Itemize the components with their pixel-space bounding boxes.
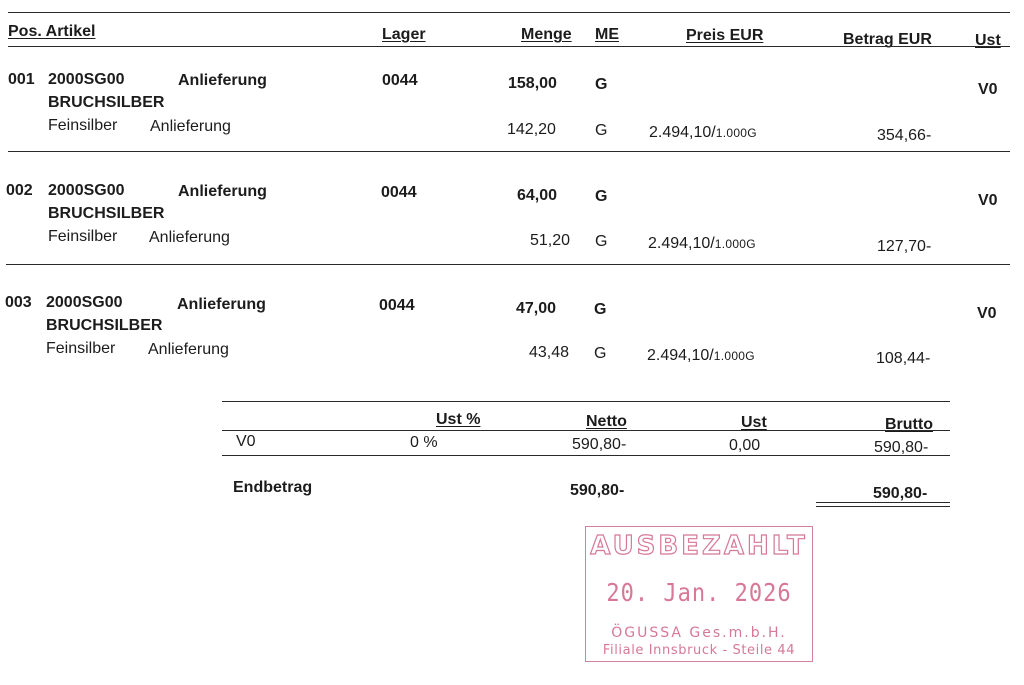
tax-row-rule	[222, 455, 950, 456]
stamp-company: ÖGUSSA Ges.m.b.H.	[611, 625, 787, 641]
betrag-value: 127,70-	[877, 238, 932, 255]
tax-row-code: V0	[236, 433, 256, 450]
sub-menge: 142,20	[507, 121, 556, 138]
sub-me: G	[595, 233, 608, 250]
header-betrag: Betrag EUR	[843, 31, 932, 48]
tax-row-pct: 0 %	[410, 434, 438, 451]
menge-value: 47,00	[516, 300, 557, 317]
position-rule	[6, 264, 1010, 265]
ust-code: V0	[977, 305, 997, 322]
lager-value: 0044	[381, 184, 417, 201]
endbetrag-label: Endbetrag	[233, 479, 313, 496]
sub-label-anlieferung: Anlieferung	[148, 341, 229, 358]
sub-label-anlieferung: Anlieferung	[149, 229, 230, 246]
ust-code: V0	[978, 81, 998, 98]
article-name-line2: BRUCHSILBER	[48, 94, 165, 111]
endbetrag-double-rule-2	[816, 506, 950, 507]
betrag-value: 354,66-	[877, 127, 932, 144]
sub-menge: 51,20	[530, 232, 571, 249]
stamp-date: 20. Jan. 2026	[606, 579, 792, 608]
header-menge: Menge	[521, 26, 572, 43]
article-code: 2000SG00	[48, 71, 125, 88]
endbetrag-double-rule-1	[816, 502, 950, 503]
sub-label-anlieferung: Anlieferung	[150, 118, 231, 135]
menge-value: 64,00	[517, 187, 558, 204]
sub-label-feinsilber: Feinsilber	[46, 340, 116, 357]
tax-row-ust: 0,00	[729, 437, 761, 454]
sub-menge: 43,48	[529, 344, 570, 361]
me-value: G	[595, 188, 608, 205]
position-rule	[8, 151, 1010, 152]
header-me: ME	[595, 26, 619, 43]
ust-code: V0	[978, 192, 998, 209]
tax-row-brutto: 590,80-	[874, 439, 929, 456]
header-rule	[8, 46, 1010, 47]
sub-me: G	[595, 122, 608, 139]
me-value: G	[595, 76, 608, 93]
article-name-line2: BRUCHSILBER	[46, 317, 163, 334]
article-code: 2000SG00	[48, 182, 125, 199]
tax-table-top-rule	[222, 401, 950, 402]
article-name: Anlieferung	[177, 296, 266, 313]
preis-value: 2.494,10/1.000G	[648, 235, 756, 252]
header-lager: Lager	[382, 26, 426, 43]
tax-header-brutto: Brutto	[885, 416, 933, 433]
tax-header-ust-pct: Ust %	[436, 411, 481, 428]
pos-number: 003	[5, 294, 32, 311]
payment-stamp	[585, 526, 813, 662]
header-preis: Preis EUR	[686, 27, 764, 44]
article-name: Anlieferung	[178, 183, 267, 200]
sub-label-feinsilber: Feinsilber	[48, 117, 118, 134]
betrag-value: 108,44-	[876, 350, 931, 367]
article-code: 2000SG00	[46, 294, 123, 311]
top-rule	[8, 12, 1010, 13]
menge-value: 158,00	[508, 75, 557, 92]
stamp-branch: Filiale Innsbruck - Steile 44	[602, 643, 796, 658]
stamp-paid-text: AUSBEZAHLT	[590, 531, 808, 561]
tax-header-netto: Netto	[586, 413, 627, 430]
endbetrag-netto: 590,80-	[570, 482, 625, 499]
lager-value: 0044	[379, 297, 415, 314]
preis-value: 2.494,10/1.000G	[647, 347, 755, 364]
pos-number: 002	[6, 182, 33, 199]
me-value: G	[594, 301, 607, 318]
lager-value: 0044	[382, 72, 418, 89]
header-ust: Ust	[975, 32, 1001, 49]
tax-header-rule	[222, 430, 950, 431]
header-pos-artikel: Pos. Artikel	[8, 23, 96, 40]
article-name: Anlieferung	[178, 72, 267, 89]
tax-row-netto: 590,80-	[572, 436, 627, 453]
preis-value: 2.494,10/1.000G	[649, 124, 757, 141]
endbetrag-brutto: 590,80-	[873, 485, 928, 502]
pos-number: 001	[8, 71, 35, 88]
sub-me: G	[594, 345, 607, 362]
sub-label-feinsilber: Feinsilber	[48, 228, 118, 245]
tax-header-ust: Ust	[741, 414, 767, 431]
article-name-line2: BRUCHSILBER	[48, 205, 165, 222]
